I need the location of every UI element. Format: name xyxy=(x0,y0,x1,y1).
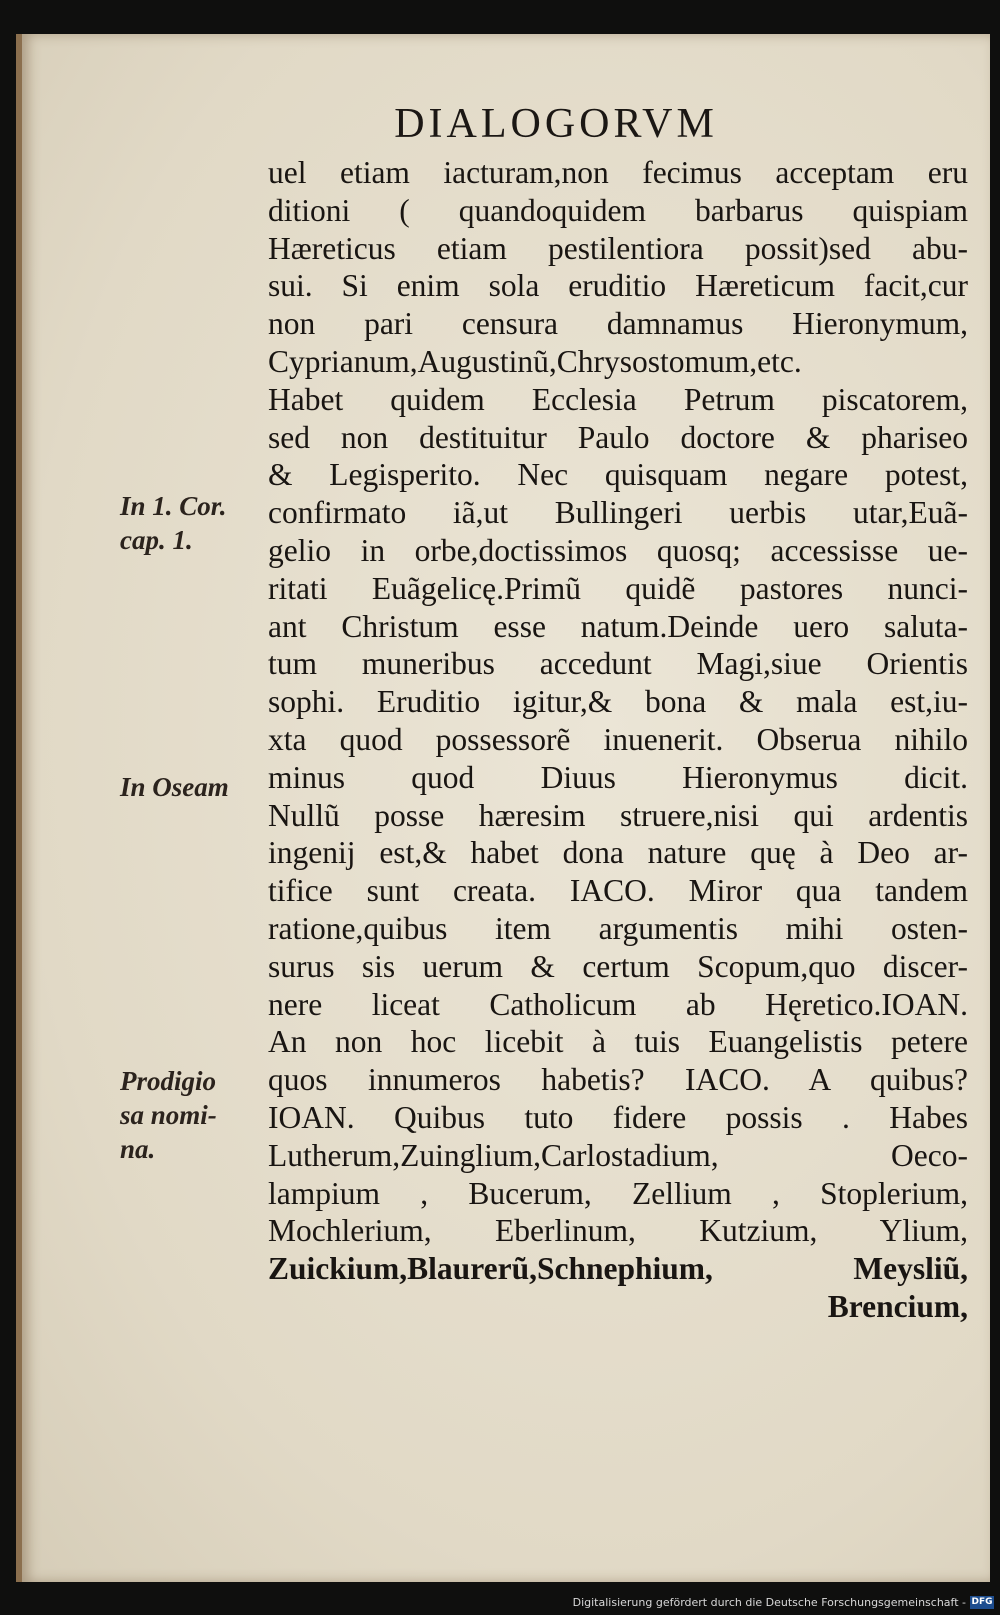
footer-bar xyxy=(0,1585,1000,1615)
text-line: Habet quidem Ecclesia Petrum piscatorem, xyxy=(268,381,968,417)
text-line: sui. Si enim sola eruditio Hæreticum facit,cur xyxy=(268,268,968,304)
digitization-credit: Digitalisierung gefördert durch die Deutsche Forschungsgemeinschaft - xyxy=(572,1596,966,1609)
text-line: lampium , Bucerum, Zellium , Stoplerium, xyxy=(268,1175,968,1211)
text-line: IOAN. Quibus tuto fidere possis . Habes xyxy=(268,1099,968,1135)
text-line: tifice sunt creata. IACO. Miror qua tandem xyxy=(268,873,968,909)
text-line: non pari censura damnamus Hieronymum, xyxy=(268,306,968,342)
text-line: quos innumeros habetis? IACO. A quibus? xyxy=(268,1062,968,1098)
margin-note-line: In 1. Cor. xyxy=(120,491,227,521)
running-header: DIALOGORVM xyxy=(394,101,718,147)
margin-note-prodigio xyxy=(120,1064,217,1166)
text-line: confirmato iã,ut Bullingeri uerbis utar,Euã- xyxy=(268,495,968,531)
text-line: ratione,quibus item argumentis mihi osten- xyxy=(268,910,968,946)
text-line: Nullũ posse hæresim struere,nisi qui ardentis xyxy=(268,797,968,833)
text-line: tum muneribus accedunt Magi,siue Orientis xyxy=(268,646,968,682)
text-line: uel etiam iacturam,non fecimus acceptam eru xyxy=(268,155,968,190)
text-line: ingenij est,& habet dona nature quę à Deo ar- xyxy=(268,835,968,871)
text-line: Hæreticus etiam pestilentiora possit)sed abu- xyxy=(268,230,968,266)
book-page xyxy=(16,34,990,1582)
text-line: Zuickium,Blaurerũ,Schnephium, Meysliũ, xyxy=(268,1251,968,1287)
text-line: Cyprianum,Augustinũ,Chrysostomum,etc. xyxy=(268,343,802,379)
text-line: gelio in orbe,doctissimos quosq; accessisse ue- xyxy=(268,532,968,568)
text-line: ant Christum esse natum.Deinde uero saluta- xyxy=(268,608,968,644)
text-line: xta quod possessorẽ inuenerit. Obserua nihilo xyxy=(268,721,968,757)
text-line: surus sis uerum & certum Scopum,quo discer- xyxy=(268,948,968,984)
margin-note-line: Prodigio xyxy=(120,1066,217,1096)
text-line: ditioni ( quandoquidem barbarus quispiam xyxy=(268,192,968,228)
text-line: An non hoc licebit à tuis Euangelistis petere xyxy=(268,1024,968,1060)
margin-note-line: na. xyxy=(120,1134,156,1164)
text-line: minus quod Diuus Hieronymus dicit. xyxy=(268,759,968,795)
dfg-logo-icon: DFG xyxy=(971,1597,993,1607)
text-line: sophi. Eruditio igitur,& bona & mala est,iu- xyxy=(268,684,968,720)
catchword: Brencium, xyxy=(827,1288,968,1324)
margin-note-oseam xyxy=(120,770,229,804)
text-line: sed non destituitur Paulo doctore & phariseo xyxy=(268,419,968,455)
margin-note-cor xyxy=(120,489,227,557)
text-line: ritati Euãgelicę.Primũ quidẽ pastores nunci- xyxy=(268,570,968,606)
text-line: Mochlerium, Eberlinum, Kutzium, Ylium, xyxy=(268,1213,968,1249)
main-text-block xyxy=(268,154,968,1326)
text-line: Lutherum,Zuinglium,Carlostadium, Oeco- xyxy=(268,1137,968,1173)
text-line: & Legisperito. Nec quisquam negare potest, xyxy=(268,457,968,493)
margin-note-line: sa nomi- xyxy=(120,1100,217,1130)
margin-note-line: cap. 1. xyxy=(120,525,193,555)
text-line: nere liceat Catholicum ab Hęretico.IOAN. xyxy=(268,986,968,1022)
margin-note-line: In Oseam xyxy=(120,772,229,802)
